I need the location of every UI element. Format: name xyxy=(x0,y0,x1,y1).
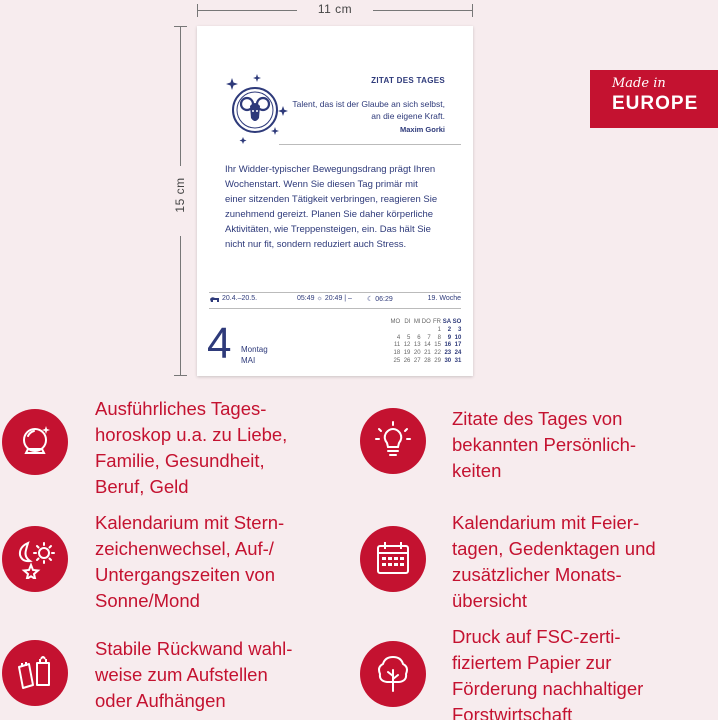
feature-icon xyxy=(360,408,426,474)
horoscope-line: Wochenstart. Wenn Sie diesen Tag primär mit xyxy=(225,179,418,190)
mini-calendar-week xyxy=(390,327,461,335)
mini-calendar-day xyxy=(410,327,420,335)
mini-calendar-day: 6 xyxy=(417,334,421,341)
mini-calendar-day: 24 xyxy=(454,350,462,357)
sign-range: 20.4.–20.5. xyxy=(222,295,258,302)
mini-calendar-weekday: DO xyxy=(421,319,431,325)
aries-ram-icon xyxy=(217,70,292,145)
mini-calendar-day: 21 xyxy=(424,350,431,357)
mini-calendar-week xyxy=(390,335,461,343)
mini-calendar-day: 11 xyxy=(393,342,401,349)
mini-calendar-week xyxy=(390,358,461,366)
tree-icon xyxy=(373,654,413,694)
feature-line: horoskop u.a. zu Liebe, xyxy=(95,424,288,445)
feature-icon xyxy=(360,526,426,592)
mini-calendar xyxy=(390,319,461,366)
quote-author: Maxim Gorki xyxy=(399,125,445,134)
feature-line: Untergangszeiten von xyxy=(95,564,275,585)
feature-line: Familie, Gesundheit, xyxy=(95,450,265,471)
mini-calendar-day xyxy=(421,327,431,335)
mini-calendar-weekday: MO xyxy=(390,319,401,325)
mini-calendar-day: 23 xyxy=(444,350,452,357)
mini-calendar-header xyxy=(390,319,461,327)
bull-icon xyxy=(209,296,220,303)
mini-calendar-day: 17 xyxy=(454,342,462,349)
mini-calendar-weekday: DI xyxy=(404,319,411,325)
mini-calendar-day: 22 xyxy=(434,350,441,357)
mini-calendar-day: 30 xyxy=(444,357,452,364)
feature-line: Zitate des Tages von xyxy=(452,408,623,429)
mini-calendar-day: 9 xyxy=(447,334,452,341)
horoscope-line: nicht nur fit, sondern reduziert auch Stress. xyxy=(225,239,407,250)
feature-line: Beruf, Geld xyxy=(95,476,189,497)
feature-line: fiziertem Papier zur xyxy=(452,652,612,673)
info-row xyxy=(209,295,461,307)
mini-calendar-weekday: FR xyxy=(432,319,441,325)
mini-calendar-day: 3 xyxy=(457,326,462,333)
feature-text-zodiac-calendar xyxy=(95,510,284,614)
width-dimension xyxy=(197,2,473,18)
divider xyxy=(279,144,461,145)
feature-line: Kalendarium mit Stern- xyxy=(95,512,285,533)
mini-calendar-day: 18 xyxy=(393,350,401,357)
horoscope-line: Aktivitäten, wie Treppensteigen, ein. Das hält Sie xyxy=(225,224,431,235)
mini-calendar-day xyxy=(390,327,400,335)
mini-calendar-day: 19 xyxy=(403,350,411,357)
month-name: MAI xyxy=(241,356,256,365)
feature-icon xyxy=(2,409,68,475)
mini-calendar-day: 29 xyxy=(434,357,441,364)
mini-calendar-weekday: SO xyxy=(452,319,462,325)
feature-line: Sonne/Mond xyxy=(95,590,200,611)
divider xyxy=(209,292,461,293)
feature-line: keiten xyxy=(452,460,502,481)
quote-line: an die eigene Kraft. xyxy=(371,111,445,121)
horoscope-line: einer sitzenden Tätigkeit verbringen, reagieren Sie xyxy=(225,194,438,205)
mini-calendar-day: 7 xyxy=(427,334,431,341)
width-label: 11 cm xyxy=(317,2,353,16)
feature-text-holidays xyxy=(452,510,656,614)
height-dimension xyxy=(172,26,188,376)
day-number: 4 xyxy=(207,319,232,368)
feature-line: oder Aufhängen xyxy=(95,690,226,711)
feature-line: Förderung nachhaltiger xyxy=(452,678,644,699)
mini-calendar-day: 10 xyxy=(454,334,462,341)
quote-text xyxy=(285,98,445,122)
feature-line: bekannten Persönlich- xyxy=(452,434,637,455)
crystal-ball-icon xyxy=(15,422,55,462)
feature-line: übersicht xyxy=(452,590,528,611)
mini-calendar-day: 20 xyxy=(413,350,421,357)
moon-sun-star-icon xyxy=(15,539,55,579)
mini-calendar-day: 13 xyxy=(413,342,421,349)
feature-line: Forstwirtschaft xyxy=(452,704,573,720)
calendar-icon xyxy=(373,539,413,579)
feature-icon xyxy=(2,640,68,706)
feature-icon xyxy=(2,526,68,592)
mini-calendar-day: 27 xyxy=(413,357,421,364)
badge-region: EUROPE xyxy=(612,93,699,114)
mini-calendar-day: 5 xyxy=(407,334,411,341)
mini-calendar-day: 1 xyxy=(437,326,441,333)
mini-calendar-week xyxy=(390,342,461,350)
day-name: Montag xyxy=(241,345,268,354)
quote-line: Talent, das ist der Glaube an sich selbst, xyxy=(292,99,445,109)
mini-calendar-day: 15 xyxy=(434,342,441,349)
horoscope-text xyxy=(225,162,445,252)
feature-text-backboard xyxy=(95,636,292,714)
feature-text-quotes xyxy=(452,406,636,484)
feature-icon xyxy=(360,641,426,707)
mini-calendar-day: 16 xyxy=(444,342,452,349)
mini-calendar-day: 25 xyxy=(393,357,401,364)
horoscope-line: Ihr Widder-typischer Bewegungsdrang prägt Ihren xyxy=(225,164,436,175)
divider xyxy=(209,308,461,309)
feature-line: tagen, Gedenktagen und xyxy=(452,538,656,559)
mini-calendar-weekday: MI xyxy=(413,319,421,325)
feature-line: weise zum Aufstellen xyxy=(95,664,268,685)
feature-line: Druck auf FSC-zerti- xyxy=(452,626,621,647)
made-in-europe-badge xyxy=(590,70,718,128)
moon-time: ☾ 06:29 xyxy=(367,296,393,303)
mini-calendar-day: 12 xyxy=(403,342,411,349)
mini-calendar-weekday: SA xyxy=(442,319,452,325)
lightbulb-icon xyxy=(373,421,413,461)
feature-line: Ausführliches Tages- xyxy=(95,398,267,419)
feature-line: zeichenwechsel, Auf-/ xyxy=(95,538,274,559)
mini-calendar-day: 26 xyxy=(403,357,411,364)
mini-calendar-day: 8 xyxy=(437,334,441,341)
stand-hang-icon xyxy=(15,653,55,693)
mini-calendar-week xyxy=(390,350,461,358)
mini-calendar-day xyxy=(400,327,410,335)
calendar-page xyxy=(197,26,473,376)
sun-times: 05:49 ☼ 20:49 | – xyxy=(297,295,352,302)
feature-line: Stabile Rückwand wahl- xyxy=(95,638,293,659)
feature-line: Kalendarium mit Feier- xyxy=(452,512,640,533)
feature-text-fsc-paper xyxy=(452,624,643,720)
mini-calendar-day: 4 xyxy=(396,334,401,341)
height-label: 15 cm xyxy=(173,177,187,213)
feature-line: zusätzlicher Monats- xyxy=(452,564,622,585)
mini-calendar-day: 2 xyxy=(447,326,452,333)
feature-text-horoscope xyxy=(95,396,287,500)
week-number: 19. Woche xyxy=(427,295,461,302)
mini-calendar-day: 31 xyxy=(454,357,462,364)
horoscope-line: zunehmend gereizt. Planen Sie daher körperliche xyxy=(225,209,434,220)
mini-calendar-day: 14 xyxy=(424,342,431,349)
quote-title: ZITAT DES TAGES xyxy=(371,76,445,85)
badge-made-in: Made in xyxy=(612,76,666,91)
mini-calendar-day: 28 xyxy=(424,357,431,364)
